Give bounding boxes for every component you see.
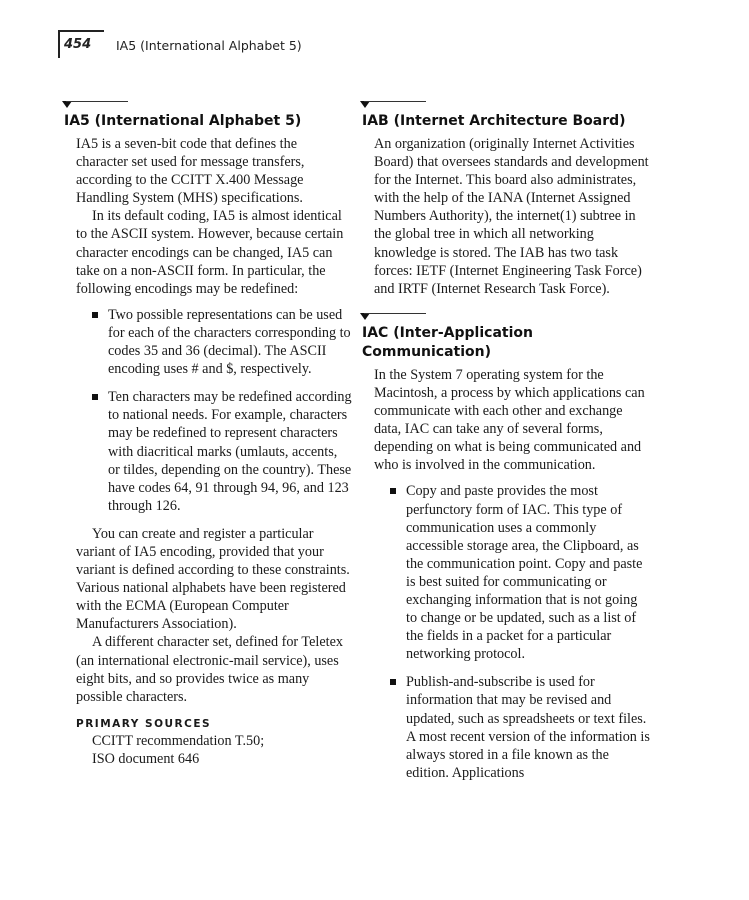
triangle-marker-icon — [360, 101, 370, 108]
entry-rule — [66, 101, 128, 102]
entry-ia5 — [62, 100, 352, 768]
list-item-text: Ten characters may be redefined according to national needs. For example, characters may be redefined to represent characters with diacritical marks (umlauts, accents, or tildes, depending on the country). These have codes 64, 91 through 94, 96, and 123 through 126. — [108, 389, 352, 514]
entry-iac — [360, 312, 650, 782]
primary-source: ISO document 646 — [92, 750, 200, 767]
entry-rule — [364, 101, 426, 102]
triangle-marker-icon — [62, 101, 72, 108]
body-paragraph: You can create and register a particular variant of IA5 encoding, provided that your variant is defined according to these constraints. Various national alphabets have been registered with the ECMA (European Computer Manufacturers Association). — [76, 525, 350, 633]
running-head: IA5 (International Alphabet 5) — [116, 38, 302, 53]
list-item — [390, 673, 650, 782]
right-column — [360, 100, 650, 796]
entry-marker — [360, 100, 650, 112]
bullet-list — [92, 306, 352, 515]
entry-marker — [62, 100, 352, 112]
entry-title: IA5 (International Alphabet 5) — [64, 113, 302, 129]
definition-paragraph: In the System 7 operating system for the Macintosh, a process by which applications can communicate with each other and exchange data, IAC can take any of several forms, depending on what is being communicated and who is involved in the communication. — [374, 366, 645, 474]
list-item — [92, 306, 352, 378]
primary-sources-heading: PRIMARY SOURCES — [76, 717, 212, 730]
entry-title: IAB (Internet Architecture Board) — [362, 113, 626, 129]
entry-marker — [360, 312, 650, 324]
bullet-square-icon — [92, 394, 98, 400]
bullet-list — [390, 482, 650, 782]
bullet-square-icon — [92, 312, 98, 318]
body-paragraph: In its default coding, IA5 is almost identical to the ASCII system. However, because certain character encodings can be changed, IA5 can take on a non-ASCII form. In particular, the following encodings may be redefined: — [76, 208, 344, 297]
page-number: 454 — [64, 37, 92, 52]
list-item-text: Copy and paste provides the most perfunctory form of IAC. This type of communication uses a commonly accessible storage area, the Clipboard, as the communication point. Copy and paste is best suited for communicating or exchanging information that is not going to change or be updated, such as a list of the fields in a packet for a particular networking protocol. — [406, 483, 643, 663]
primary-source: CCITT recommendation T.50; — [92, 732, 265, 749]
definition-paragraph: IA5 is a seven-bit code that defines the character set used for message transfers, according to the CCITT X.400 Message Handling System (MHS) specifications. — [76, 136, 305, 207]
list-item-text: Two possible representations can be used for each of the characters corresponding to codes 35 and 36 (decimal). The ASCII encoding uses # and $, respectively. — [108, 306, 351, 378]
bullet-square-icon — [390, 679, 396, 685]
left-column — [62, 100, 352, 782]
body-paragraph: A different character set, defined for Teletex (an international electronic-mail service), uses eight bits, and so provides twice as many possible characters. — [76, 634, 343, 705]
list-item — [92, 388, 352, 515]
bullet-square-icon — [390, 488, 396, 494]
list-item — [390, 482, 650, 663]
triangle-marker-icon — [360, 313, 370, 320]
entry-title: IAC (Inter-Application Communication) — [362, 324, 533, 360]
list-item-text: Publish-and-subscribe is used for information that may be revised and updated, such as spreadsheets or text files. A most recent version of the information is always stored in a file known as the edition. Applications — [406, 674, 650, 781]
entry-rule — [364, 313, 426, 314]
entry-iab — [360, 100, 650, 298]
definition-paragraph: An organization (originally Internet Activities Board) that oversees standards and development for the Internet. This board also administrates, with the help of the IANA (Internet Assigned Numbers Authority), the internet(1) subtree in the global tree in which all networking knowledge is stored. The IAB has two task forces: IETF (Internet Engineering Task Force) and IRTF (Internet Research Task Force). — [374, 136, 649, 297]
